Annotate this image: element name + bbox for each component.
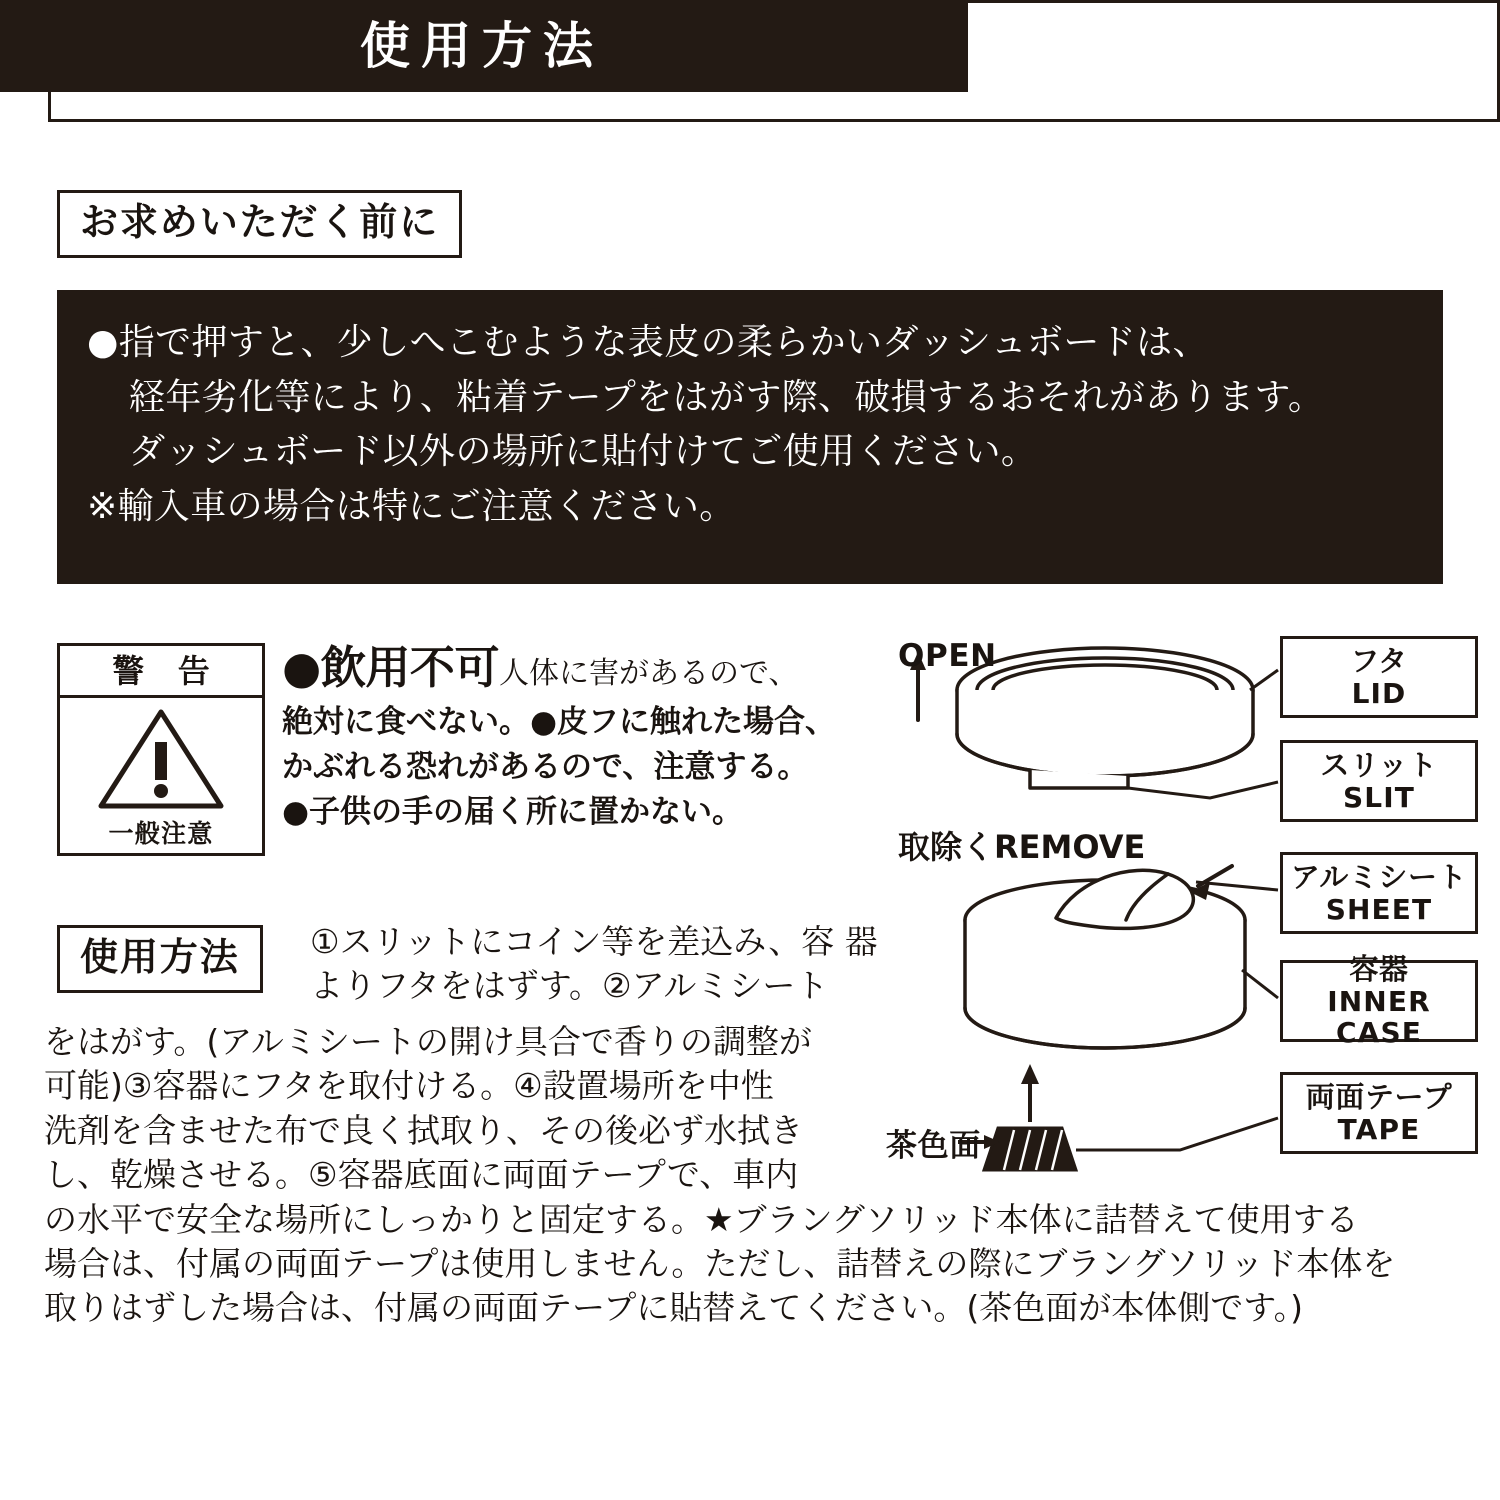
warning-line-1: 人体に害があるので、 [499, 656, 799, 691]
callout-tape-en: TAPE [1337, 1112, 1421, 1146]
usage-head-line-1: ①スリットにコイン等を差込み、容 [310, 922, 835, 961]
warning-divider [60, 695, 262, 698]
usage-body-line-2: 可能)③容器にフタを取付ける。④設置場所を中性 [44, 1066, 774, 1106]
callout-slit [1280, 740, 1478, 822]
usage-head [310, 920, 900, 1007]
warning-headline: ●飲用不可 [282, 641, 500, 694]
callout-inner-case-jp: 容器 [1349, 952, 1409, 987]
callout-inner-case-en: INNER CASE [1327, 984, 1431, 1050]
before-purchase-label: お求めいただく前に [57, 190, 462, 258]
before-purchase-notice [57, 290, 1443, 584]
notice-line-2: 経年劣化等により、粘着テープをはがす際、破損するおそれがあります。 [129, 376, 1325, 418]
callout-sheet-jp: アルミシート [1290, 860, 1468, 895]
remove-label: 取除くREMOVE [898, 828, 1146, 866]
page-title: 使用方法 [360, 17, 604, 75]
warning-line-3: かぶれる恐れがあるので、注意する。 [282, 748, 809, 785]
callout-sheet [1280, 852, 1478, 934]
callout-lid-jp: フタ [1350, 644, 1408, 679]
callout-inner-case [1280, 952, 1478, 1050]
usage-body-line-6: 場合は、付属の両面テープは使用しません。ただし、詰替えの際にブラングソリッド本体を [44, 1243, 1396, 1283]
callout-lid-en: LID [1351, 676, 1407, 710]
warning-line-2: 絶対に食べない。●皮フに触れた場合、 [282, 703, 837, 740]
notice-line-1: ●指で押すと、少しへこむような表皮の柔らかいダッシュボードは、 [87, 322, 1209, 363]
product-diagram [880, 630, 1480, 1200]
callout-sheet-en: SHEET [1325, 892, 1433, 926]
usage-head-line-2: 器よりフタをはずす。②アルミシート [310, 922, 878, 1005]
notice-line-4: ※輸入車の場合は特にご注意ください。 [87, 486, 736, 528]
callout-tape-jp: 両面テープ [1305, 1080, 1453, 1115]
usage-body-line-5: の水平で安全な場所にしっかりと固定する。★ブラングソリッド本体に詰替えて使用する [44, 1199, 1359, 1239]
header-band [0, 0, 968, 92]
usage-body-line-1: をはがす。(アルミシートの開け具合で香りの調整が [44, 1022, 812, 1061]
callout-tape [1280, 1072, 1478, 1154]
usage-body-line-4: し、乾燥させる。⑤容器底面に両面テープで、車内 [44, 1155, 799, 1195]
usage-body-line-7: 取りはずした場合は、付属の両面テープに貼替えてください。(茶色面が本体側です。) [44, 1288, 1303, 1328]
header [0, 0, 1500, 128]
warning-title: 警 告 [112, 652, 221, 690]
notice-line-3: ダッシュボード以外の場所に貼付けてご使用ください。 [129, 431, 1038, 473]
usage-label: 使用方法 [57, 925, 263, 993]
warning-box [57, 643, 265, 856]
callout-lid [1280, 636, 1478, 718]
callout-slit-jp: スリット [1320, 748, 1438, 783]
warning-text [282, 640, 862, 831]
warning-line-4: ●子供の手の届く所に置かない。 [282, 793, 744, 830]
brown-side-label: 茶色面 [886, 1128, 981, 1164]
warning-headline-row [282, 640, 862, 696]
open-label: OPEN [898, 638, 997, 674]
callout-slit-en: SLIT [1342, 780, 1415, 814]
exclamation-triangle-icon [95, 704, 227, 812]
usage-body-line-3: 洗剤を含ませた布で良く拭取り、その後必ず水拭き [44, 1110, 803, 1150]
warning-footer: 一般注意 [108, 819, 214, 849]
